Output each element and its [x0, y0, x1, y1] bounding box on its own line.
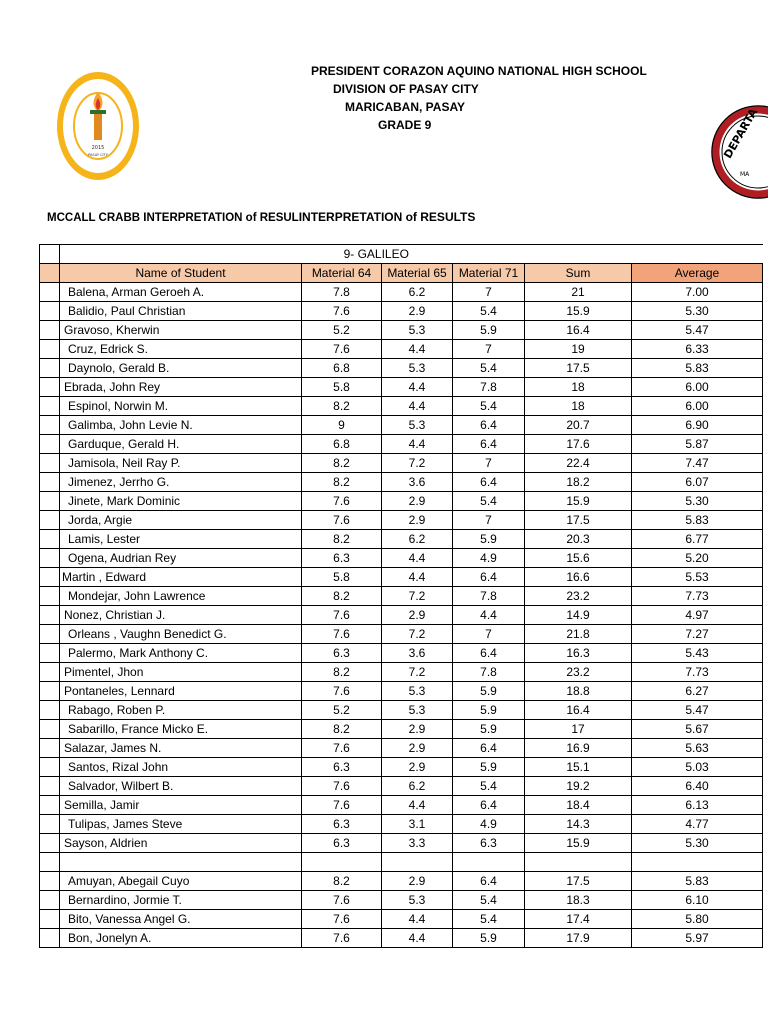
sum-value: 17.5	[525, 872, 632, 891]
material-65-score	[382, 853, 453, 872]
average-value: 5.87	[632, 435, 763, 454]
material-71-score: 4.4	[453, 606, 525, 625]
student-name: Sayson, Aldrien	[60, 834, 302, 853]
material-64-score: 9	[302, 416, 382, 435]
student-name: Sabarillo, France Micko E.	[60, 720, 302, 739]
material-71-score: 4.9	[453, 549, 525, 568]
sum-value: 18.3	[525, 891, 632, 910]
sum-value: 16.3	[525, 644, 632, 663]
student-name: Palermo, Mark Anthony C.	[60, 644, 302, 663]
material-64-score: 8.2	[302, 872, 382, 891]
material-65-score: 3.6	[382, 644, 453, 663]
material-65-score: 3.3	[382, 834, 453, 853]
material-65-score: 4.4	[382, 549, 453, 568]
student-name: Pimentel, Jhon	[60, 663, 302, 682]
material-71-score: 5.9	[453, 720, 525, 739]
material-64-score: 6.8	[302, 435, 382, 454]
col-header-sum: Sum	[525, 264, 632, 283]
school-seal-logo	[56, 70, 140, 182]
material-71-score: 5.9	[453, 929, 525, 948]
material-71-score	[453, 853, 525, 872]
average-value: 5.03	[632, 758, 763, 777]
material-71-score: 7.8	[453, 587, 525, 606]
table-row	[40, 720, 763, 739]
student-name: Rabago, Roben P.	[60, 701, 302, 720]
material-71-score: 6.4	[453, 473, 525, 492]
student-name: Jorda, Argie	[60, 511, 302, 530]
material-65-score: 2.9	[382, 606, 453, 625]
average-value: 5.30	[632, 834, 763, 853]
material-64-score: 8.2	[302, 473, 382, 492]
table-row	[40, 359, 763, 378]
table-row	[40, 739, 763, 758]
sum-value	[525, 853, 632, 872]
material-71-score: 7	[453, 340, 525, 359]
material-64-score: 5.2	[302, 701, 382, 720]
table-row	[40, 321, 763, 340]
student-name: Nonez, Christian J.	[60, 606, 302, 625]
average-value: 6.77	[632, 530, 763, 549]
sum-value: 16.6	[525, 568, 632, 587]
student-name: Galimba, John Levie N.	[60, 416, 302, 435]
table-row	[40, 549, 763, 568]
material-64-score: 7.6	[302, 340, 382, 359]
student-name: Daynolo, Gerald B.	[60, 359, 302, 378]
table-row	[40, 606, 763, 625]
student-name: Garduque, Gerald H.	[60, 435, 302, 454]
student-name: Tulipas, James Steve	[60, 815, 302, 834]
average-value: 6.40	[632, 777, 763, 796]
material-64-score: 7.8	[302, 283, 382, 302]
table-row	[40, 815, 763, 834]
material-71-score: 5.4	[453, 910, 525, 929]
material-64-score: 7.6	[302, 891, 382, 910]
table-row	[40, 853, 763, 872]
material-64-score: 8.2	[302, 663, 382, 682]
average-value: 5.83	[632, 872, 763, 891]
sum-value: 16.9	[525, 739, 632, 758]
table-row	[40, 587, 763, 606]
average-value: 7.73	[632, 663, 763, 682]
student-name: Espinol, Norwin M.	[60, 397, 302, 416]
dept-seal-text: DEPARTA	[721, 106, 761, 161]
average-value: 5.53	[632, 568, 763, 587]
col-header-average: Average	[632, 264, 763, 283]
material-64-score: 6.3	[302, 834, 382, 853]
material-64-score: 6.3	[302, 644, 382, 663]
average-value: 7.00	[632, 283, 763, 302]
material-65-score: 5.3	[382, 701, 453, 720]
average-value: 6.90	[632, 416, 763, 435]
material-65-score: 2.9	[382, 492, 453, 511]
average-value: 4.77	[632, 815, 763, 834]
table-body	[40, 283, 763, 948]
school-location: MARICABAN, PASAY	[345, 100, 466, 114]
sum-value: 18	[525, 397, 632, 416]
average-value: 5.30	[632, 492, 763, 511]
table-row	[40, 796, 763, 815]
average-value: 6.13	[632, 796, 763, 815]
average-value: 5.43	[632, 644, 763, 663]
material-65-score: 2.9	[382, 720, 453, 739]
section-row	[40, 245, 763, 264]
material-64-score: 8.2	[302, 530, 382, 549]
sum-value: 17.6	[525, 435, 632, 454]
table-row	[40, 283, 763, 302]
table-row	[40, 340, 763, 359]
material-65-score: 4.4	[382, 378, 453, 397]
table-row	[40, 454, 763, 473]
material-71-score: 5.4	[453, 492, 525, 511]
subtitle-part-2: INTERPRETATION of RESULTS	[298, 210, 476, 224]
table-row	[40, 378, 763, 397]
table-row	[40, 777, 763, 796]
material-71-score: 7	[453, 625, 525, 644]
sum-value: 15.1	[525, 758, 632, 777]
average-value: 5.67	[632, 720, 763, 739]
student-name: Mondejar, John Lawrence	[60, 587, 302, 606]
material-65-score: 7.2	[382, 454, 453, 473]
results-table	[39, 244, 763, 948]
sum-value: 18.4	[525, 796, 632, 815]
table-row	[40, 872, 763, 891]
sum-value: 15.9	[525, 834, 632, 853]
material-65-score: 6.2	[382, 283, 453, 302]
average-value: 5.83	[632, 359, 763, 378]
table-row	[40, 644, 763, 663]
material-71-score: 7	[453, 454, 525, 473]
material-64-score	[302, 853, 382, 872]
material-65-score: 2.9	[382, 739, 453, 758]
average-value: 6.27	[632, 682, 763, 701]
average-value: 6.00	[632, 378, 763, 397]
table-row	[40, 663, 763, 682]
student-name: Salvador, Wilbert B.	[60, 777, 302, 796]
sum-value: 18.2	[525, 473, 632, 492]
student-name: Salazar, James N.	[60, 739, 302, 758]
material-64-score: 8.2	[302, 397, 382, 416]
average-value: 5.47	[632, 701, 763, 720]
school-name: PRESIDENT CORAZON AQUINO NATIONAL HIGH SCHOOL	[311, 64, 647, 78]
average-value: 5.83	[632, 511, 763, 530]
material-64-score: 7.6	[302, 682, 382, 701]
material-64-score: 7.6	[302, 511, 382, 530]
material-64-score: 7.6	[302, 302, 382, 321]
material-65-score: 5.3	[382, 359, 453, 378]
table-row	[40, 435, 763, 454]
column-header-row	[40, 264, 763, 283]
sum-value: 18	[525, 378, 632, 397]
average-value: 7.47	[632, 454, 763, 473]
material-65-score: 4.4	[382, 435, 453, 454]
material-65-score: 2.9	[382, 302, 453, 321]
material-65-score: 4.4	[382, 929, 453, 948]
material-71-score: 5.9	[453, 682, 525, 701]
student-name: Pontaneles, Lennard	[60, 682, 302, 701]
average-value: 4.97	[632, 606, 763, 625]
table-row	[40, 568, 763, 587]
material-71-score: 7.8	[453, 663, 525, 682]
material-71-score: 5.9	[453, 321, 525, 340]
col-header-material-65: Material 65	[382, 264, 453, 283]
material-65-score: 7.2	[382, 625, 453, 644]
sum-value: 20.3	[525, 530, 632, 549]
material-71-score: 5.4	[453, 359, 525, 378]
student-name: Jimenez, Jerrho G.	[60, 473, 302, 492]
report-subtitle	[47, 210, 475, 224]
average-value: 7.27	[632, 625, 763, 644]
col-header-material-71: Material 71	[453, 264, 525, 283]
sum-value: 17.5	[525, 511, 632, 530]
material-65-score: 2.9	[382, 872, 453, 891]
dept-seal-small: MA	[740, 171, 750, 178]
material-65-score: 3.6	[382, 473, 453, 492]
student-name: Bernardino, Jormie T.	[60, 891, 302, 910]
section-title: 9- GALILEO	[60, 245, 763, 264]
material-64-score: 7.6	[302, 910, 382, 929]
material-64-score: 8.2	[302, 587, 382, 606]
material-65-score: 2.9	[382, 758, 453, 777]
material-71-score: 6.4	[453, 739, 525, 758]
seal-city: PASAY CITY	[88, 153, 108, 157]
material-64-score: 7.6	[302, 492, 382, 511]
student-name: Cruz, Edrick S.	[60, 340, 302, 359]
material-71-score: 5.9	[453, 758, 525, 777]
material-65-score: 4.4	[382, 568, 453, 587]
student-name: Bon, Jonelyn A.	[60, 929, 302, 948]
material-71-score: 5.9	[453, 701, 525, 720]
sum-value: 19	[525, 340, 632, 359]
material-64-score: 6.8	[302, 359, 382, 378]
material-64-score: 6.3	[302, 815, 382, 834]
sum-value: 21	[525, 283, 632, 302]
student-name: Santos, Rizal John	[60, 758, 302, 777]
sum-value: 18.8	[525, 682, 632, 701]
material-65-score: 4.4	[382, 340, 453, 359]
average-value: 6.00	[632, 397, 763, 416]
material-71-score: 7.8	[453, 378, 525, 397]
seal-year: 2015	[91, 145, 105, 151]
material-65-score: 5.3	[382, 321, 453, 340]
table-row	[40, 891, 763, 910]
sum-value: 17	[525, 720, 632, 739]
material-64-score: 8.2	[302, 454, 382, 473]
student-name: Ebrada, John Rey	[60, 378, 302, 397]
sum-value: 16.4	[525, 701, 632, 720]
table-row	[40, 416, 763, 435]
average-value: 7.73	[632, 587, 763, 606]
table-row	[40, 397, 763, 416]
material-71-score: 7	[453, 511, 525, 530]
material-65-score: 4.4	[382, 796, 453, 815]
student-name	[60, 853, 302, 872]
material-65-score: 5.3	[382, 416, 453, 435]
average-value: 6.33	[632, 340, 763, 359]
sum-value: 21.8	[525, 625, 632, 644]
table-row	[40, 834, 763, 853]
material-64-score: 5.2	[302, 321, 382, 340]
material-71-score: 5.4	[453, 302, 525, 321]
table-row	[40, 302, 763, 321]
table-row	[40, 511, 763, 530]
average-value: 5.47	[632, 321, 763, 340]
material-65-score: 6.2	[382, 530, 453, 549]
material-71-score: 6.4	[453, 416, 525, 435]
student-name: Lamis, Lester	[60, 530, 302, 549]
sum-value: 22.4	[525, 454, 632, 473]
sum-value: 23.2	[525, 587, 632, 606]
student-name: Balidio, Paul Christian	[60, 302, 302, 321]
material-71-score: 6.3	[453, 834, 525, 853]
material-65-score: 7.2	[382, 587, 453, 606]
average-value: 5.97	[632, 929, 763, 948]
student-name: Ogena, Audrian Rey	[60, 549, 302, 568]
material-71-score: 6.4	[453, 435, 525, 454]
average-value: 6.10	[632, 891, 763, 910]
material-64-score: 7.6	[302, 796, 382, 815]
table-row	[40, 625, 763, 644]
student-name: Orleans , Vaughn Benedict G.	[60, 625, 302, 644]
student-name: Jinete, Mark Dominic	[60, 492, 302, 511]
sum-value: 23.2	[525, 663, 632, 682]
department-seal-logo	[706, 100, 768, 200]
division-name: DIVISION OF PASAY CITY	[333, 82, 479, 96]
student-name: Amuyan, Abegail Cuyo	[60, 872, 302, 891]
material-64-score: 7.6	[302, 739, 382, 758]
material-65-score: 2.9	[382, 511, 453, 530]
student-name: Balena, Arman Geroeh A.	[60, 283, 302, 302]
grade-level: GRADE 9	[378, 118, 432, 132]
sum-value: 16.4	[525, 321, 632, 340]
sum-value: 14.3	[525, 815, 632, 834]
material-71-score: 6.4	[453, 872, 525, 891]
average-value	[632, 853, 763, 872]
table-row	[40, 929, 763, 948]
material-64-score: 5.8	[302, 378, 382, 397]
student-name: Jamisola, Neil Ray P.	[60, 454, 302, 473]
sum-value: 15.6	[525, 549, 632, 568]
sum-value: 14.9	[525, 606, 632, 625]
material-65-score: 5.3	[382, 891, 453, 910]
material-65-score: 4.4	[382, 910, 453, 929]
material-71-score: 5.9	[453, 530, 525, 549]
average-value: 5.30	[632, 302, 763, 321]
table-row	[40, 492, 763, 511]
table-row	[40, 910, 763, 929]
material-65-score: 6.2	[382, 777, 453, 796]
material-71-score: 5.4	[453, 777, 525, 796]
sum-value: 17.9	[525, 929, 632, 948]
average-value: 5.80	[632, 910, 763, 929]
average-value: 5.63	[632, 739, 763, 758]
table-row	[40, 758, 763, 777]
material-71-score: 5.4	[453, 397, 525, 416]
table-row	[40, 473, 763, 492]
material-65-score: 4.4	[382, 397, 453, 416]
material-64-score: 7.6	[302, 777, 382, 796]
average-value: 6.07	[632, 473, 763, 492]
student-name: Gravoso, Kherwin	[60, 321, 302, 340]
col-header-name: Name of Student	[60, 264, 302, 283]
material-71-score: 7	[453, 283, 525, 302]
average-value: 5.20	[632, 549, 763, 568]
table-row	[40, 530, 763, 549]
material-71-score: 5.4	[453, 891, 525, 910]
material-71-score: 6.4	[453, 796, 525, 815]
material-64-score: 6.3	[302, 549, 382, 568]
material-71-score: 6.4	[453, 568, 525, 587]
material-71-score: 6.4	[453, 644, 525, 663]
subtitle-part-1: MCCALL CRABB INTERPRETATION of RESUL	[47, 212, 299, 224]
material-65-score: 3.1	[382, 815, 453, 834]
sum-value: 15.9	[525, 302, 632, 321]
material-64-score: 5.8	[302, 568, 382, 587]
material-65-score: 7.2	[382, 663, 453, 682]
sum-value: 20.7	[525, 416, 632, 435]
student-name: Martin , Edward	[60, 568, 302, 587]
student-name: Semilla, Jamir	[60, 796, 302, 815]
material-64-score: 7.6	[302, 929, 382, 948]
sum-value: 19.2	[525, 777, 632, 796]
material-65-score: 5.3	[382, 682, 453, 701]
col-header-material-64: Material 64	[302, 264, 382, 283]
table-row	[40, 682, 763, 701]
material-71-score: 4.9	[453, 815, 525, 834]
material-64-score: 6.3	[302, 758, 382, 777]
material-64-score: 7.6	[302, 625, 382, 644]
student-name: Bito, Vanessa Angel G.	[60, 910, 302, 929]
material-64-score: 8.2	[302, 720, 382, 739]
table-row	[40, 701, 763, 720]
material-64-score: 7.6	[302, 606, 382, 625]
sum-value: 17.5	[525, 359, 632, 378]
sum-value: 15.9	[525, 492, 632, 511]
sum-value: 17.4	[525, 910, 632, 929]
